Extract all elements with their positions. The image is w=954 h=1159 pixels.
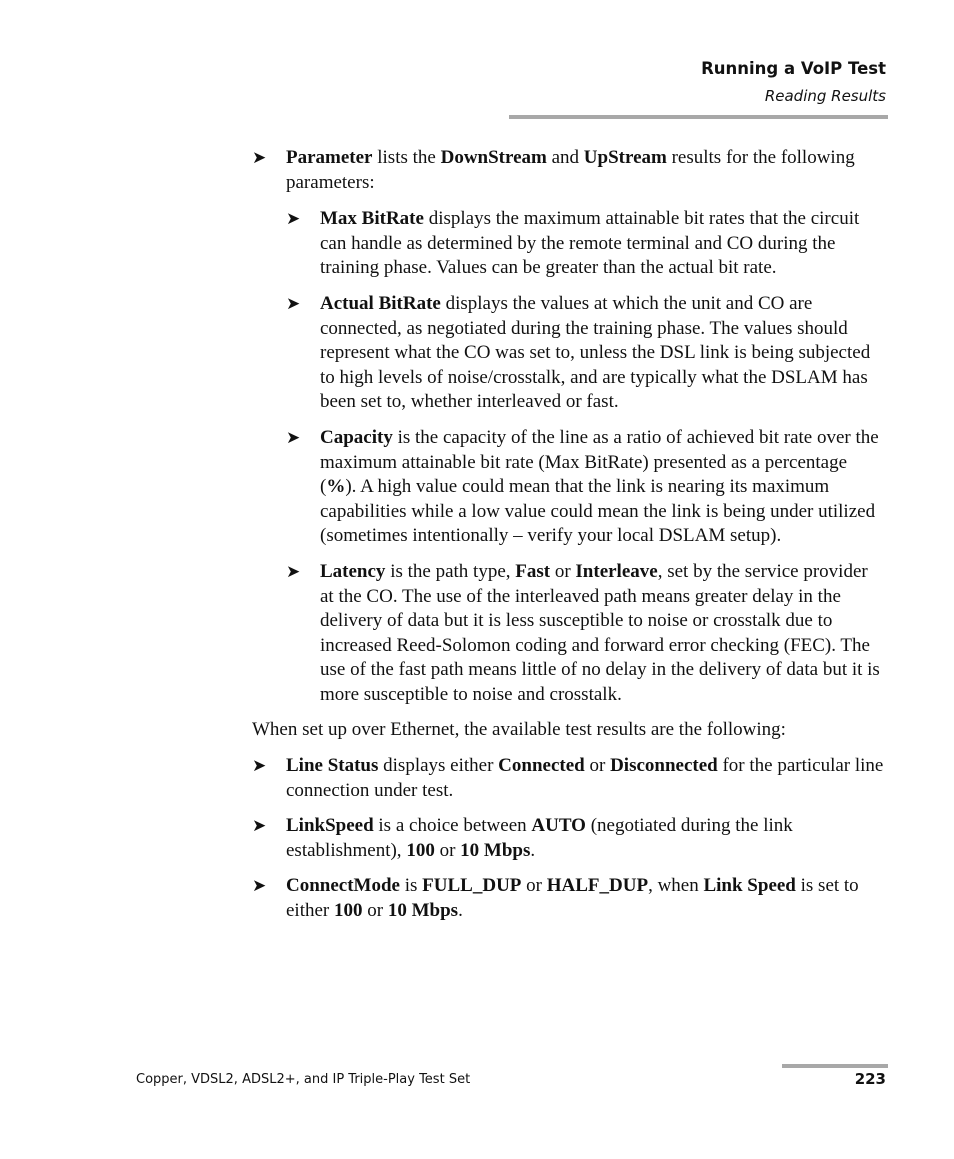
- list-item-linkspeed: ➤ LinkSpeed is a choice between AUTO (negotiated during the link establishment), 100 or 10 Mbps.: [252, 815, 793, 861]
- running-header: [701, 58, 886, 107]
- bullet-arrow-icon: ➤: [252, 756, 267, 776]
- body-content: [252, 146, 885, 935]
- list-item-parameter: ➤ Parameter lists the DownStream and UpStream results for the following parameters: ➤ Max BitRate displays the maximum attainable bit rates that the circuit can handle as determined by the remote terminal and CO during the training phase. Values can be greater than the actual bit rate. ➤ Actual BitRate displays the values at which the unit and CO are connected, as negotiated during the training phase. The values should represent what the CO was set to, unless the DSL link is being subjected to high levels of noise/crosstalk, and are typically what the DSLAM has been set to, whether interleaved or fast. ➤ Capacity is the capacity of the line as a ratio of achieved bit rate over the maximum attainable bit rate (Max BitRate) presented as a percentage (%). A high value could mean that the link is nearing its maximum capabilities while a low value could mean the link is being under utilized (sometimes intentionally – verify your local DSLAM setup). ➤ Latency is the path type, Fast or Interleave, set by the service provider at the CO. The use of the interleaved path means greater delay in the delivery of data but it is less susceptible to noise or crosstalk due to increased Reed-Solomon coding and forward error checking (FEC). The use of the fast path means little of no delay in the delivery of data but it is more susceptible to noise and crosstalk.: [252, 146, 885, 707]
- bullet-arrow-icon: ➤: [286, 561, 301, 581]
- list-item-actual-bitrate: ➤ Actual BitRate displays the values at which the unit and CO are connected, as negotiated during the training phase. The values should represent what the CO was set to, unless the DSL link is being subjected to high levels of noise/crosstalk, and are typically what the DSLAM has been set to, whether interleaved or fast.: [286, 292, 871, 413]
- list-item-max-bitrate: ➤ Max BitRate displays the maximum attainable bit rates that the circuit can handle as determined by the remote terminal and CO during the training phase. Values can be greater than the actual bit rate.: [286, 208, 860, 279]
- parameter-sublist: [286, 207, 885, 707]
- chapter-title: Running a VoIP Test: [701, 59, 886, 78]
- list-item-line-status: ➤ Line Status displays either Connected or Disconnected for the particular line connection under test.: [252, 755, 884, 801]
- list-item-capacity: ➤ Capacity is the capacity of the line as a ratio of achieved bit rate over the maximum attainable bit rate (Max BitRate) presented as a percentage (%). A high value could mean that the link is nearing its maximum capabilities while a low value could mean the link is being under utilized (sometimes intentionally – verify your local DSLAM setup).: [286, 426, 879, 547]
- section-title: Reading Results: [764, 87, 886, 105]
- footer-product-name: Copper, VDSL2, ADSL2+, and IP Triple-Play Test Set: [136, 1072, 471, 1087]
- bullet-arrow-icon: ➤: [252, 148, 267, 167]
- bullet-arrow-icon: ➤: [252, 876, 267, 896]
- bullet-arrow-icon: ➤: [286, 209, 301, 229]
- bullet-arrow-icon: ➤: [286, 427, 301, 447]
- list-item-connectmode: ➤ ConnectMode is FULL_DUP or HALF_DUP, when Link Speed is set to either 100 or 10 Mbps.: [252, 875, 859, 922]
- list-item-latency: ➤ Latency is the path type, Fast or Interleave, set by the service provider at the CO. The use of the interleaved path means greater delay in the delivery of data but it is less susceptible to noise or crosstalk due to increased Reed-Solomon coding and forward error checking (FEC). The use of the fast path means little of no delay in the delivery of data but it is more susceptible to noise and crosstalk.: [286, 560, 880, 705]
- bullet-arrow-icon: ➤: [286, 293, 301, 313]
- bullet-arrow-icon: ➤: [252, 816, 267, 836]
- ethernet-intro: When set up over Ethernet, the available test results are the following:: [252, 719, 786, 741]
- header-rule: [509, 115, 888, 119]
- page-number: 223: [854, 1070, 886, 1088]
